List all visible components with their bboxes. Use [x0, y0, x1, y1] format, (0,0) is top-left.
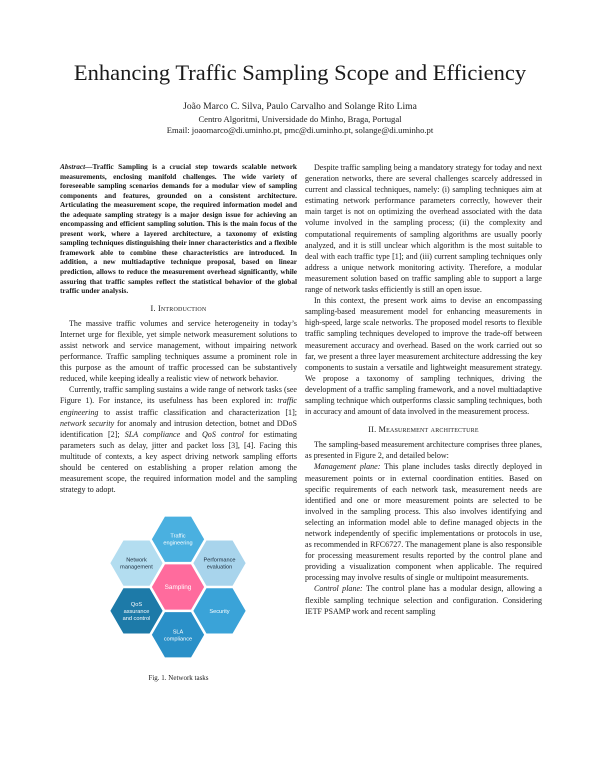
- right-paragraph-1: Despite traffic sampling being a mandatory strategy for today and next generation networks, there are several challenges scarcely addressed in current and classical techniques, namely: (i) sampling techniques aim at estimating network performance parameters correctly, however their main target is not on optimizing the overhead associated with the data volume involved in the sampling process; (ii) the complexity and computational requirements of sampling algorithms are usually poorly analyzed, and it is still unclear which algorithm is the most suitable to deal with each traffic type [1]; and (iii) current sampling techniques only address a unique network monitoring activity. Therefore, a modular measurement solution based on traffic sampling able to support a large range of network tasks efficiently is still an open issue.: [305, 163, 542, 295]
- hex-qos-assurance-label: QoS: [130, 602, 143, 609]
- section-heading-introduction: I. Introduction: [150, 303, 207, 313]
- email: Email: joaomarco@di.uminho.pt, pmc@di.uminho.pt, solange@di.uminho.pt: [166, 125, 434, 135]
- intro-paragraph-2: Currently, traffic sampling sustains a wide range of network tasks (see Figure 1). For instance, its usefulness has been explored in: traffic engineering to assist traffic classification and characterization [1]; network security for anomaly and intrusion detection, botnet and DDoS identification [2]; SLA compliance and QoS control for estimating parameters such as delay, jitter and packet loss [3], [4]. Facing this multitude of contexts, a key aspect driving network sampling efforts should be centered on establishing a proper relation among the measurement scope, the required information model and the sampling strategy to adopt.: [60, 385, 297, 495]
- figure-network-tasks: [60, 502, 297, 682]
- hex-performance-evaluation-label: Performance: [203, 557, 236, 564]
- hex-qos-assurance-label: assurance: [123, 609, 150, 616]
- authors: João Marco C. Silva, Paulo Carvalho and Solange Rito Lima: [183, 101, 417, 112]
- management-plane-paragraph: Management plane: This plane includes tasks directly deployed in measurement points or in external coordination entities. Based on specific requirements of each network task, measurement needs are identified and one or more measurement points are selected to be involved in the sampling process. This also involves identifying and selecting an information model able to define managed objects in the network independently of specific implementations or protocols in use, as recommended in RFC6727. The management plane is also responsible for processing measurement results reported by the control plane and providing a visualization component when applicable. The required processing may involve results of single or multipoint measurements.: [305, 462, 542, 583]
- hex-traffic-engineering-label: engineering: [163, 540, 193, 547]
- hex-sla-compliance-label: SLA: [172, 629, 184, 636]
- section-heading-architecture: II. Measurement architecture: [368, 425, 479, 435]
- hex-network-management-label: Network: [126, 557, 147, 564]
- hex-security-label: Security: [209, 609, 230, 616]
- hex-traffic-engineering-label: Traffic: [170, 533, 186, 540]
- figure-caption: Fig. 1. Network tasks: [148, 674, 209, 683]
- left-column: [60, 162, 297, 682]
- control-plane-paragraph: Control plane: The control plane has a modular design, allowing a flexible sampling technique selection and configuration. Considering IETF PSAMP work and recent sampling: [305, 584, 543, 616]
- affiliation: Centro Algoritmi, Universidade do Minho, Braga, Portugal: [198, 114, 402, 124]
- hex-sampling-label: Sampling: [164, 584, 192, 592]
- hexagon-diagram: [60, 502, 297, 672]
- intro-paragraph-1: The massive traffic volumes and service heterogeneity in today’s Internet urge for flexible, yet simple network measurement solutions to assist network and service management, without impairing network performance. Traffic sampling techniques assume a prominent role in this purpose as the amount of traffic processed can be substantively reduced, while keeping ideally a realistic view of network behavior.: [60, 318, 297, 384]
- hex-sla-compliance-label: compliance: [163, 636, 193, 643]
- architecture-paragraph-1: The sampling-based measurement architecture comprises three planes, as presented in Figure 2, and detailed below:: [305, 440, 542, 461]
- hex-qos-assurance-label: and control: [122, 616, 151, 623]
- hex-performance-evaluation-label: evaluation: [206, 564, 233, 571]
- right-paragraph-2: In this context, the present work aims to devise an encompassing sampling-based measurement model for enhancing measurements in high-speed, large scale networks. The proposed model resorts to flexible traffic sampling techniques developed to improve the trade-off between measurement accuracy and overhead. Based on the work carried out so far, we present a three layer measurement architecture addressing the key components to sustain a versatile and lightweight measurement strategy. We propose a taxonomy of sampling techniques, driving the development of a traffic sampling framework, and a novel multiadaptive sampling technique which outperforms classic sampling techniques, both in accuracy and amount of data involved in the measurement process.: [305, 296, 542, 417]
- abstract-text: Traffic Sampling is a crucial step towards scalable network measurements, enclosing manifold challenges. The wide variety of foreseeable sampling scenarios demands for a modular view of sampling components and features, grounded on a consistent architecture. Articulating the measurement scope, the required information model and the adequate sampling strategy is a major design issue for achieving an encompassing and efficient sampling solution. This is the main focus of the present work, where a layered architecture, a taxonomy of existing sampling techniques distinguishing their inner characteristics and a flexible framework able to combine these characteristics are introduced. In addition, a new multiadaptive technique proposal, based on linear prediction, allows to reduce the measurement overhead significantly, while assuring that traffic samples reflect the statistical behavior of the global traffic under analysis.: [60, 162, 297, 296]
- abstract-label: Abstract—: [60, 162, 93, 171]
- abstract: [60, 162, 297, 296]
- hex-network-management-label: management: [120, 564, 153, 571]
- paper-title: Enhancing Traffic Sampling Scope and Efficiency: [73, 60, 527, 85]
- right-column: [305, 162, 542, 617]
